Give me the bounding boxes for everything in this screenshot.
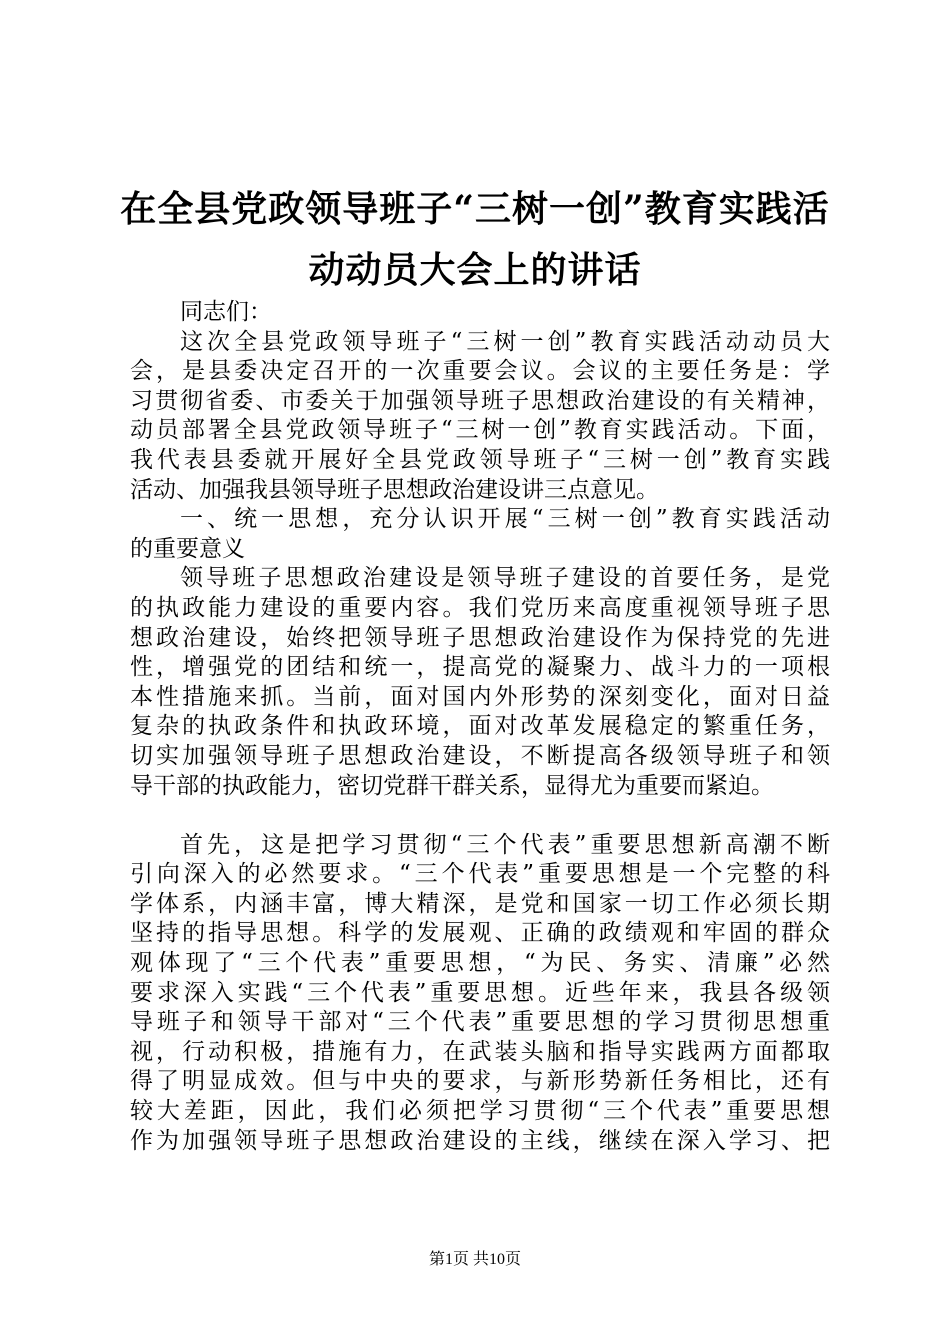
body-line: 我代表县委就开展好全县党政领导班子“三树一创”教育实践 <box>130 446 830 473</box>
body-line: 较大差距，因此，我们必须把学习贯彻“三个代表”重要思想 <box>130 1098 830 1125</box>
body-line: 切实加强领导班子思想政治建设，不断提高各级领导班子和领 <box>130 742 830 769</box>
body-line: 动员部署全县党政领导班子“三树一创”教育实践活动。下面， <box>130 417 830 444</box>
body-line: 的执政能力建设的重要内容。我们党历来高度重视领导班子思 <box>130 594 830 621</box>
body-line: 领导班子思想政治建设是领导班子建设的首要任务，是党 <box>180 565 830 592</box>
body-line: 作为加强领导班子思想政治建设的主线，继续在深入学习、把 <box>130 1127 830 1154</box>
body-line: 想政治建设，始终把领导班子思想政治建设作为保持党的先进 <box>130 624 830 651</box>
document-title-line-2: 动动员大会上的讲话 <box>308 249 642 291</box>
section-heading-line: 一、统一思想，充分认识开展“三树一创”教育实践活动 <box>180 506 830 533</box>
body-line: 导干部的执政能力，密切党群干群关系，显得尤为重要而紧迫。 <box>130 772 774 799</box>
body-line: 首先，这是把学习贯彻“三个代表”重要思想新高潮不断 <box>180 831 830 858</box>
body-line: 复杂的执政条件和执政环境，面对改革发展稳定的繁重任务， <box>130 713 830 740</box>
section-heading-line: 的重要意义 <box>130 535 245 562</box>
body-line: 得了明显成效。但与中央的要求，与新形势新任务相比，还有 <box>130 1068 830 1095</box>
body-line: 这次全县党政领导班子“三树一创”教育实践活动动员大 <box>180 328 830 355</box>
document-body <box>130 298 830 1156</box>
body-line-salutation: 同志们： <box>180 299 272 325</box>
paragraph-gap <box>130 801 830 831</box>
body-line: 学体系，内涵丰富，博大精深，是党和国家一切工作必须长期 <box>130 890 830 917</box>
body-line: 引向深入的必然要求。“三个代表”重要思想是一个完整的科 <box>130 861 830 888</box>
body-line: 要求深入实践“三个代表”重要思想。近些年来，我县各级领 <box>130 979 830 1006</box>
body-line: 视，行动积极，措施有力，在武装头脑和指导实践两方面都取 <box>130 1038 830 1065</box>
page-number-footer: 第1页 共10页 <box>428 1251 521 1268</box>
document-title-line-1: 在全县党政领导班子“三树一创”教育实践活 <box>120 188 830 230</box>
body-line: 活动、加强我县领导班子思想政治建设讲三点意见。 <box>130 476 659 503</box>
body-line: 观体现了“三个代表”重要思想，“为民、务实、清廉”必然 <box>130 950 830 977</box>
body-line: 会，是县委决定召开的一次重要会议。会议的主要任务是：学 <box>130 358 830 385</box>
body-line: 习贯彻省委、市委关于加强领导班子思想政治建设的有关精神， <box>130 387 830 414</box>
body-line: 性，增强党的团结和统一，提高党的凝聚力、战斗力的一项根 <box>130 654 830 681</box>
body-line: 本性措施来抓。当前，面对国内外形势的深刻变化，面对日益 <box>130 683 830 710</box>
body-line: 导班子和领导干部对“三个代表”重要思想的学习贯彻思想重 <box>130 1009 830 1036</box>
body-line: 坚持的指导思想。科学的发展观、正确的政绩观和牢固的群众 <box>130 920 830 947</box>
